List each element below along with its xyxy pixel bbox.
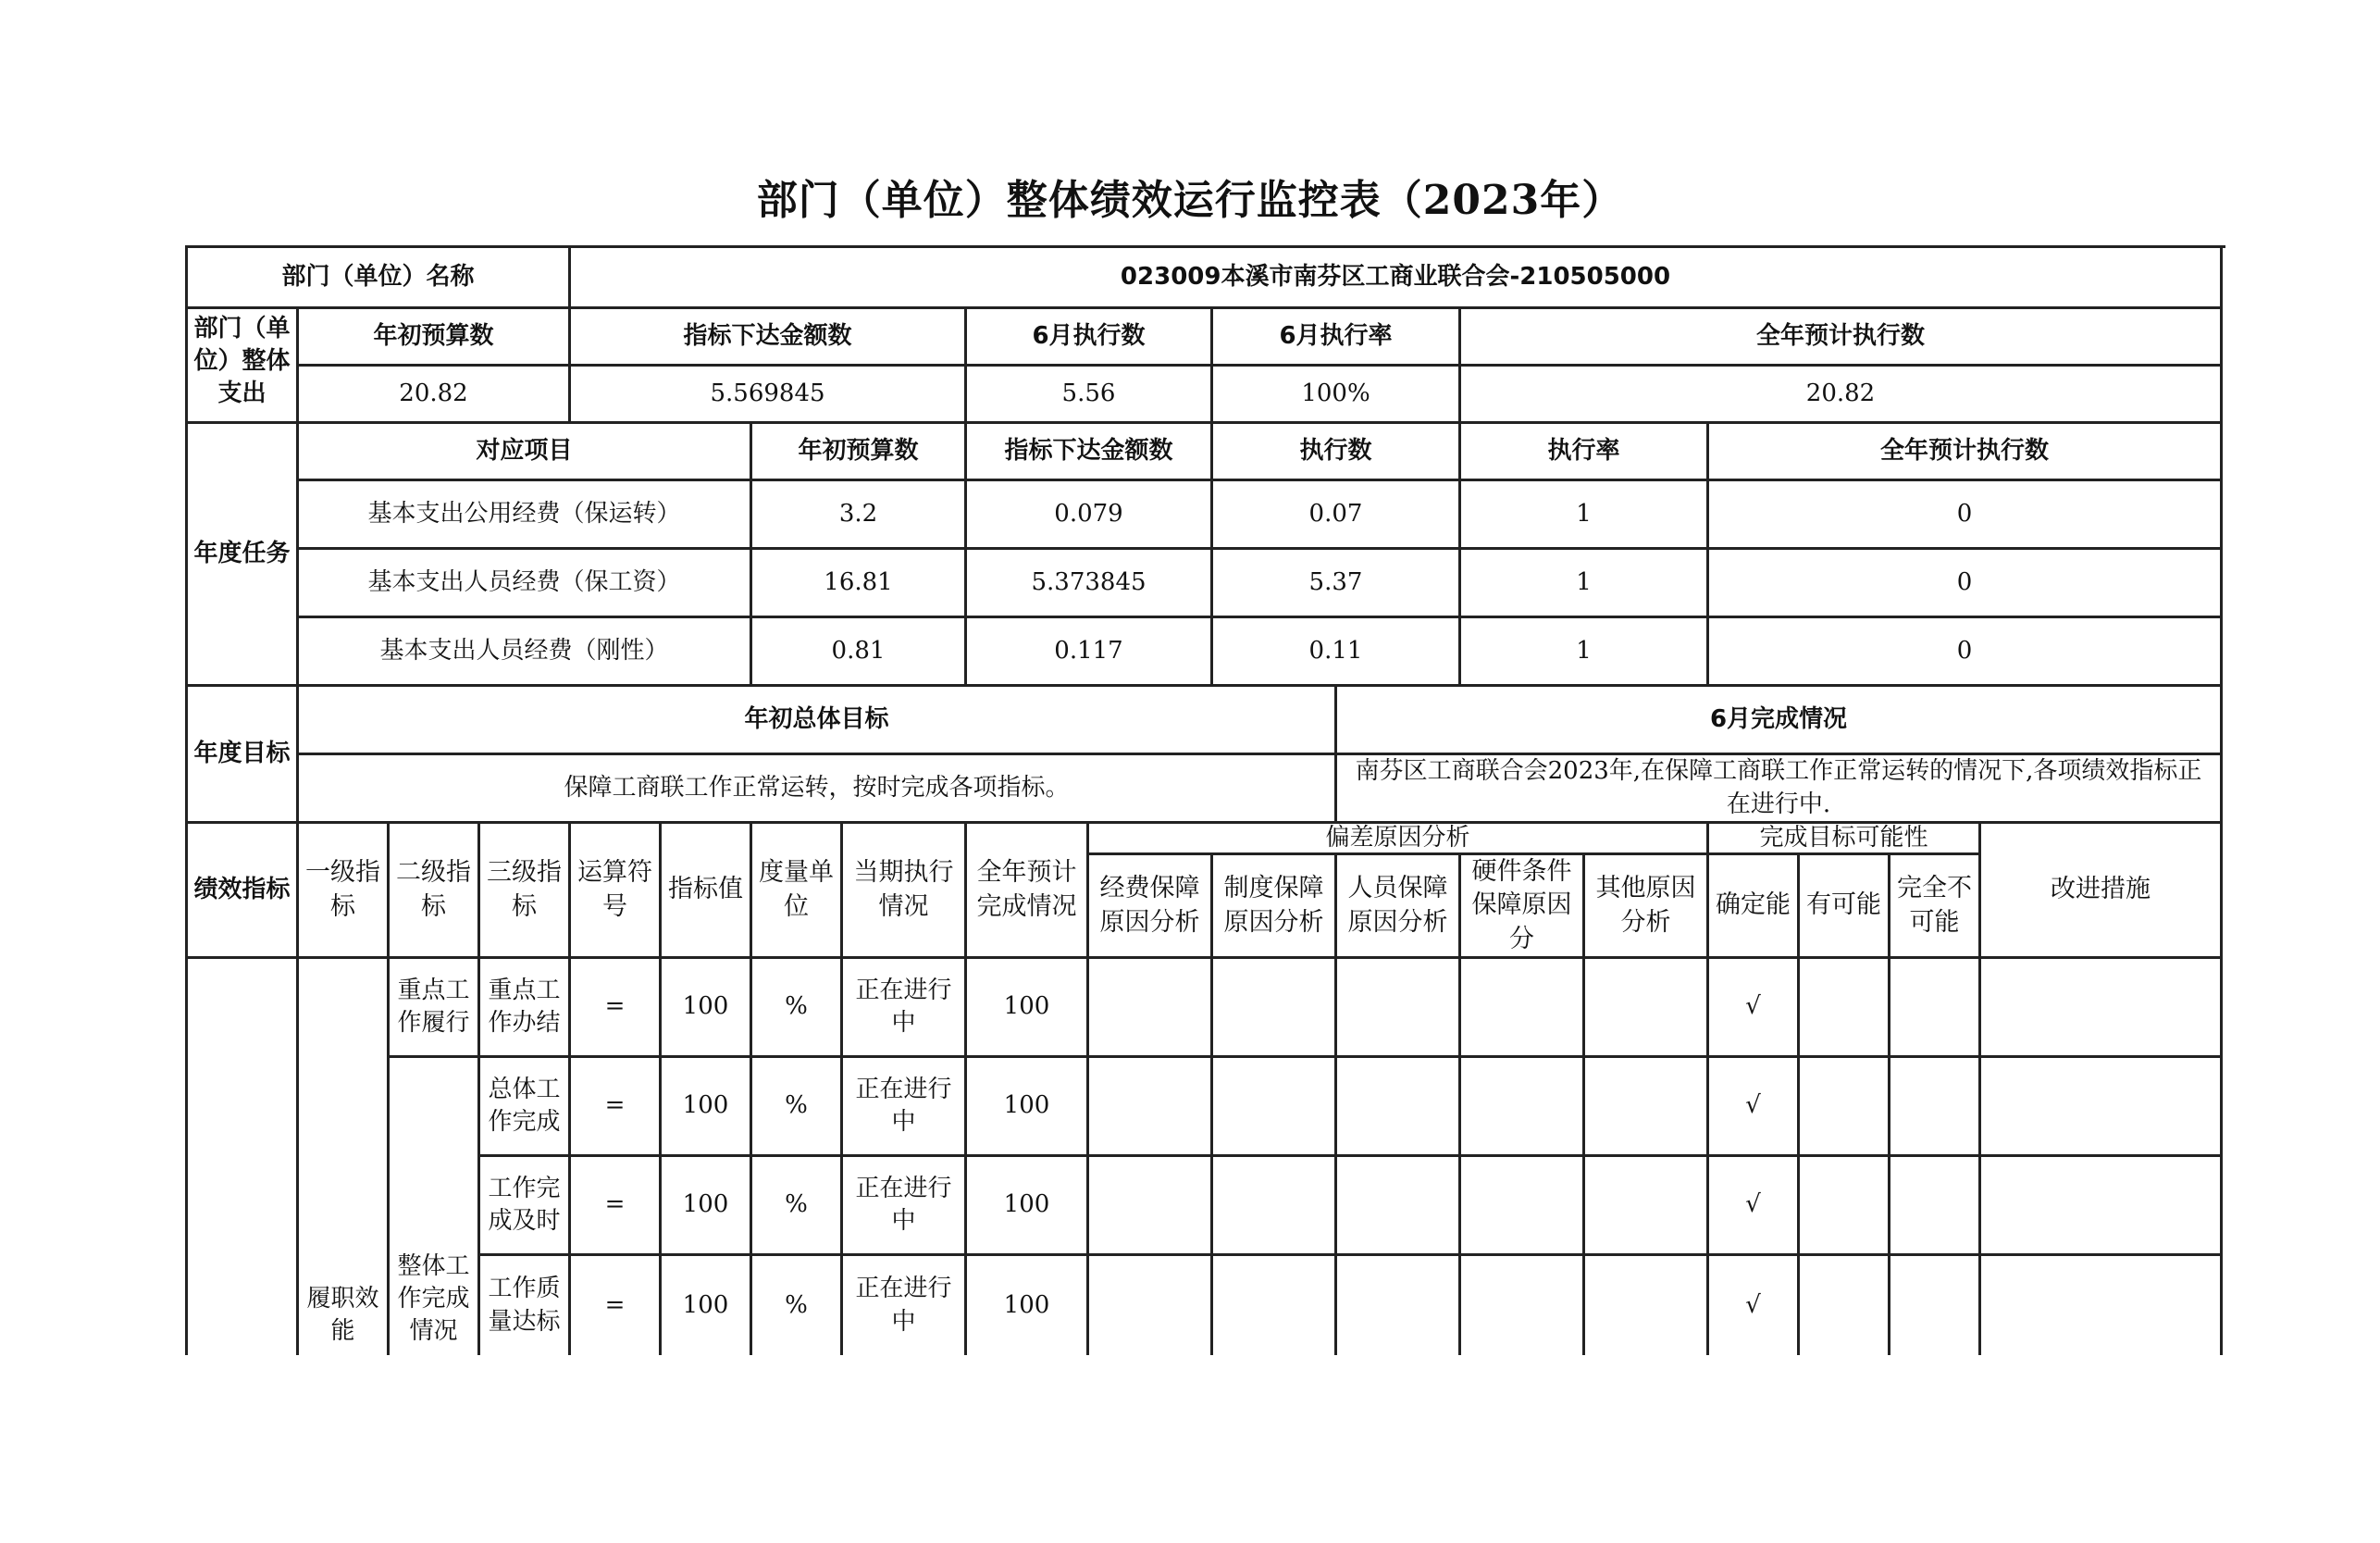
dev-system-header: 制度保障原因分析	[1213, 855, 1337, 959]
level2-value: 重点工作履行	[390, 959, 480, 1058]
dev-staff-cell	[1337, 1157, 1461, 1256]
possibility-group	[1709, 824, 1981, 959]
page-title: 部门（单位）整体绩效运行监控表（2023年）	[756, 177, 1624, 224]
goals-label: 年度目标	[188, 687, 299, 824]
overall-header-allocated: 指标下达金额数	[571, 309, 967, 367]
dev-funding-cell	[1089, 1058, 1213, 1157]
overall-value-budget: 20.82	[299, 367, 571, 424]
goals-june-text: 南芬区工商联合会2023年,在保障工商联工作正常运转的情况下,各项绩效指标正在进行中.	[1337, 755, 2223, 824]
poss-impossible-cell	[1890, 1256, 1981, 1355]
improve-cell	[1981, 1157, 2223, 1256]
current-value: 正在进行中	[843, 1256, 967, 1355]
poss-maybe-cell	[1800, 1256, 1890, 1355]
dev-funding-cell	[1089, 1157, 1213, 1256]
dev-funding-cell	[1089, 1256, 1213, 1355]
unit-value: %	[752, 959, 843, 1058]
annual-value: 100	[967, 959, 1089, 1058]
check-mark: √	[1709, 959, 1800, 1058]
operator-value: =	[571, 959, 662, 1058]
task-annual: 0	[1709, 550, 2223, 618]
tasks-header-exec: 执行数	[1213, 424, 1461, 481]
dev-funding-header: 经费保障原因分析	[1089, 855, 1213, 959]
improve-cell	[1981, 1058, 2223, 1157]
task-annual: 0	[1709, 481, 2223, 550]
improve-cell	[1981, 1256, 2223, 1355]
performance-monitoring-table	[185, 245, 2225, 1355]
dev-hardware-header: 硬件条件保障原因分	[1461, 855, 1585, 959]
goals-initial-text: 保障工商联工作正常运转，按时完成各项指标。	[299, 755, 1337, 824]
perf-header-current: 当期执行情况	[843, 824, 967, 959]
dev-system-cell	[1213, 1256, 1337, 1355]
dev-other-cell	[1585, 1157, 1709, 1256]
dept-name-value: 023009本溪市南芬区工商业联合会-210505000	[571, 248, 2223, 309]
tasks-header-project: 对应项目	[299, 424, 752, 481]
dev-other-cell	[1585, 1058, 1709, 1157]
target-value: 100	[662, 959, 752, 1058]
perf-header-level2: 二级指标	[390, 824, 480, 959]
dev-other-header: 其他原因分析	[1585, 855, 1709, 959]
task-budget: 0.81	[752, 618, 967, 687]
level2-value: 整体工作完成情况	[390, 1058, 480, 1355]
perf-label-continuation	[188, 959, 299, 1355]
tasks-header-allocated: 指标下达金额数	[967, 424, 1213, 481]
task-rate: 1	[1461, 618, 1709, 687]
task-allocated: 0.079	[967, 481, 1213, 550]
perf-header-level3: 三级指标	[480, 824, 571, 959]
tasks-header-rate: 执行率	[1461, 424, 1709, 481]
goals-header-june: 6月完成情况	[1337, 687, 2223, 755]
current-value: 正在进行中	[843, 1157, 967, 1256]
task-project: 基本支出人员经费（刚性）	[299, 618, 752, 687]
overall-header-budget: 年初预算数	[299, 309, 571, 367]
dev-hardware-cell	[1461, 1157, 1585, 1256]
check-mark: √	[1709, 1256, 1800, 1355]
task-allocated: 0.117	[967, 618, 1213, 687]
dev-staff-cell	[1337, 959, 1461, 1058]
dev-hardware-cell	[1461, 959, 1585, 1058]
tasks-label: 年度任务	[188, 424, 299, 687]
perf-header-level1: 一级指标	[299, 824, 390, 959]
perf-header-unit: 度量单位	[752, 824, 843, 959]
current-value: 正在进行中	[843, 1058, 967, 1157]
target-value: 100	[662, 1256, 752, 1355]
task-project: 基本支出公用经费（保运转）	[299, 481, 752, 550]
poss-impossible-cell	[1890, 1058, 1981, 1157]
level3-value: 工作质量达标	[480, 1256, 571, 1355]
annual-value: 100	[967, 1058, 1089, 1157]
poss-certain-header: 确定能	[1709, 855, 1800, 959]
task-annual: 0	[1709, 618, 2223, 687]
perf-label: 绩效指标	[188, 824, 299, 959]
level3-value: 总体工作完成	[480, 1058, 571, 1157]
dev-hardware-cell	[1461, 1058, 1585, 1157]
level3-value: 重点工作办结	[480, 959, 571, 1058]
poss-impossible-cell	[1890, 959, 1981, 1058]
dev-staff-cell	[1337, 1058, 1461, 1157]
perf-header-target: 指标值	[662, 824, 752, 959]
task-rate: 1	[1461, 481, 1709, 550]
poss-maybe-cell	[1800, 1157, 1890, 1256]
poss-maybe-header: 有可能	[1800, 855, 1890, 959]
dev-other-cell	[1585, 1256, 1709, 1355]
task-exec: 0.11	[1213, 618, 1461, 687]
operator-value: =	[571, 1157, 662, 1256]
improve-cell	[1981, 959, 2223, 1058]
dev-system-cell	[1213, 1058, 1337, 1157]
goals-header-initial: 年初总体目标	[299, 687, 1337, 755]
check-mark: √	[1709, 1058, 1800, 1157]
annual-value: 100	[967, 1157, 1089, 1256]
overall-value-june-exec: 5.56	[967, 367, 1213, 424]
possibility-group-header: 完成目标可能性	[1709, 824, 1981, 855]
current-value: 正在进行中	[843, 959, 967, 1058]
overall-value-annual-forecast: 20.82	[1461, 367, 2223, 424]
task-budget: 16.81	[752, 550, 967, 618]
overall-value-june-rate: 100%	[1213, 367, 1461, 424]
annual-value: 100	[967, 1256, 1089, 1355]
dev-system-cell	[1213, 1157, 1337, 1256]
poss-maybe-cell	[1800, 1058, 1890, 1157]
overall-value-allocated: 5.569845	[571, 367, 967, 424]
dev-system-cell	[1213, 959, 1337, 1058]
dev-other-cell	[1585, 959, 1709, 1058]
check-mark: √	[1709, 1157, 1800, 1256]
dev-staff-header: 人员保障原因分析	[1337, 855, 1461, 959]
level1-value: 履职效能	[299, 959, 390, 1355]
dev-staff-cell	[1337, 1256, 1461, 1355]
deviation-group-header: 偏差原因分析	[1089, 824, 1709, 855]
unit-value: %	[752, 1058, 843, 1157]
overall-header-june-exec: 6月执行数	[967, 309, 1213, 367]
unit-value: %	[752, 1157, 843, 1256]
overall-header-june-rate: 6月执行率	[1213, 309, 1461, 367]
task-allocated: 5.373845	[967, 550, 1213, 618]
target-value: 100	[662, 1157, 752, 1256]
dev-hardware-cell	[1461, 1256, 1585, 1355]
tasks-header-budget: 年初预算数	[752, 424, 967, 481]
poss-impossible-header: 完全不可能	[1890, 855, 1981, 959]
poss-impossible-cell	[1890, 1157, 1981, 1256]
task-exec: 0.07	[1213, 481, 1461, 550]
task-exec: 5.37	[1213, 550, 1461, 618]
target-value: 100	[662, 1058, 752, 1157]
operator-value: =	[571, 1256, 662, 1355]
deviation-analysis-group	[1089, 824, 1709, 959]
unit-value: %	[752, 1256, 843, 1355]
task-project: 基本支出人员经费（保工资）	[299, 550, 752, 618]
dept-name-label: 部门（单位）名称	[188, 248, 571, 309]
perf-header-operator: 运算符号	[571, 824, 662, 959]
dev-funding-cell	[1089, 959, 1213, 1058]
perf-header-improve: 改进措施	[1981, 824, 2223, 959]
tasks-header-annual: 全年预计执行数	[1709, 424, 2223, 481]
task-rate: 1	[1461, 550, 1709, 618]
task-budget: 3.2	[752, 481, 967, 550]
poss-maybe-cell	[1800, 959, 1890, 1058]
level3-value: 工作完成及时	[480, 1157, 571, 1256]
operator-value: =	[571, 1058, 662, 1157]
overall-spend-label: 部门（单位）整体支出	[188, 309, 299, 424]
perf-header-annual: 全年预计完成情况	[967, 824, 1089, 959]
overall-header-annual-forecast: 全年预计执行数	[1461, 309, 2223, 367]
